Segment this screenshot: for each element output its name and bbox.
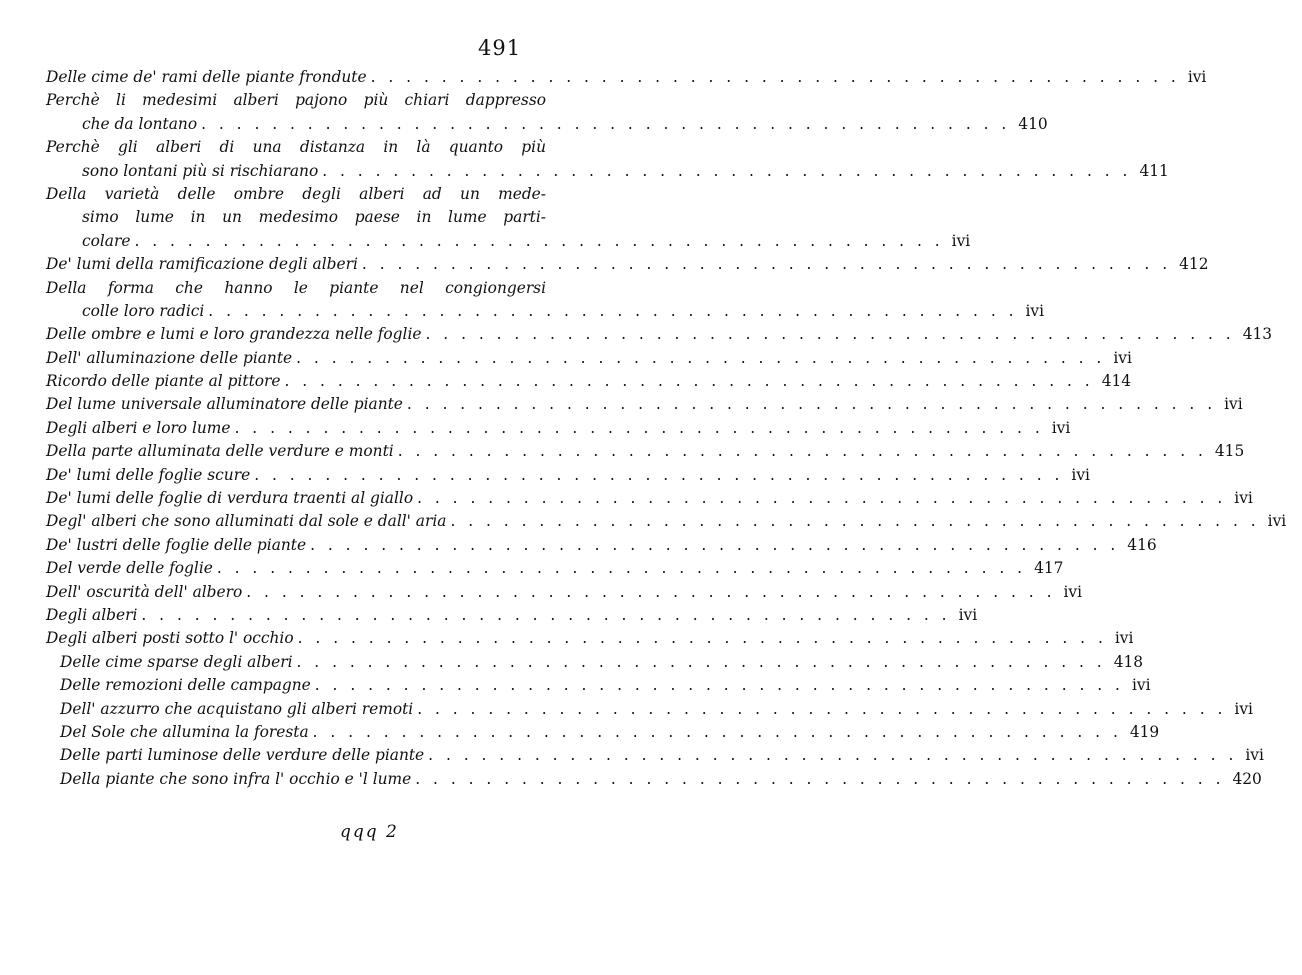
dot-leader xyxy=(411,768,1228,791)
toc-page-ref: 418 xyxy=(1113,652,1144,671)
toc-entry xyxy=(46,277,1045,324)
toc-entry xyxy=(46,417,1071,440)
toc-entry-title: Perchè li medesimi alberi pajono più chiari dappresso xyxy=(46,91,546,110)
toc-line xyxy=(46,323,1273,346)
toc-line xyxy=(46,487,1253,510)
toc-entry xyxy=(46,557,1064,580)
toc-page-ref: 413 xyxy=(1242,325,1273,344)
toc-entry-title: De' lumi della ramificazione degli alberi xyxy=(46,255,358,274)
toc-line xyxy=(46,230,971,253)
toc-entry-title: Ricordo delle piante al pittore xyxy=(46,372,281,391)
toc-entry xyxy=(46,487,1253,510)
dot-leader xyxy=(358,253,1175,276)
toc-entry xyxy=(46,581,1083,604)
dot-leader xyxy=(309,721,1126,744)
toc-entry-title: Del Sole che allumina la foresta xyxy=(60,722,309,741)
toc-page-ref: 420 xyxy=(1232,769,1262,788)
toc-page-ref: ivi xyxy=(958,605,978,624)
toc-page-ref: 419 xyxy=(1129,722,1160,741)
dot-leader xyxy=(137,604,954,627)
toc-line xyxy=(46,113,1048,136)
toc-line xyxy=(46,768,1262,791)
dot-leader xyxy=(242,581,1059,604)
dot-leader xyxy=(446,510,1263,533)
toc-page-ref: ivi xyxy=(951,231,971,250)
toc-entry xyxy=(46,347,1132,370)
toc-page-ref: ivi xyxy=(1234,699,1253,718)
toc-entry-title: Del verde delle foglie xyxy=(46,559,213,578)
toc-entry-title: Delle cime sparse degli alberi xyxy=(60,652,293,671)
toc-page-ref: 412 xyxy=(1179,255,1209,274)
toc-line xyxy=(46,464,1090,487)
dot-leader xyxy=(130,230,947,253)
toc-line xyxy=(46,534,1157,557)
toc-page-ref: ivi xyxy=(1071,465,1090,484)
toc-line xyxy=(46,604,978,627)
dot-leader xyxy=(197,113,1014,136)
toc-entry xyxy=(46,393,1243,416)
toc-page-ref: 416 xyxy=(1127,535,1157,554)
signature-mark: qqq 2 xyxy=(340,822,399,842)
dot-leader xyxy=(318,160,1135,183)
toc-page-ref: ivi xyxy=(1114,629,1134,648)
dot-leader xyxy=(294,627,1111,650)
dot-leader xyxy=(413,487,1230,510)
toc-entry xyxy=(46,721,1160,744)
toc-entry xyxy=(46,510,1287,533)
toc-entry xyxy=(46,464,1090,487)
table-of-contents xyxy=(46,66,1287,791)
toc-page-ref: 417 xyxy=(1034,559,1064,578)
toc-line xyxy=(46,160,1169,183)
toc-entry-title: Delle cime de' rami delle piante frondute xyxy=(46,68,367,86)
toc-page-ref: 410 xyxy=(1018,114,1048,133)
toc-line xyxy=(46,440,1245,463)
toc-page-ref: ivi xyxy=(1187,68,1207,86)
toc-line xyxy=(46,277,546,300)
toc-entry-title: Della varietà delle ombre degli alberi ad un mede- xyxy=(46,184,546,203)
dot-leader xyxy=(424,744,1241,767)
dot-leader xyxy=(250,464,1067,487)
toc-entry-title: sono lontani più si rischiarano xyxy=(82,161,319,180)
dot-leader xyxy=(367,66,1184,89)
toc-page-ref: 415 xyxy=(1214,442,1245,461)
toc-entry-title: Degli alberi xyxy=(46,605,138,624)
toc-entry-title: che da lontano xyxy=(82,114,198,133)
toc-entry-title: Delle ombre e lumi e loro grandezza nelle foglie xyxy=(46,325,422,344)
toc-entry-title: Della parte alluminata delle verdure e monti xyxy=(46,442,394,461)
toc-page-ref: ivi xyxy=(1224,395,1243,414)
toc-line xyxy=(46,674,1151,697)
dot-leader xyxy=(413,698,1230,721)
toc-entry-title: Perchè gli alberi di una distanza in là quanto più xyxy=(46,138,546,157)
toc-entry xyxy=(46,604,978,627)
toc-page-ref: ivi xyxy=(1234,489,1253,508)
dot-leader xyxy=(394,440,1211,463)
toc-entry-title: Degl' alberi che sono alluminati dal sole e dall' aria xyxy=(46,512,447,531)
toc-entry xyxy=(46,674,1151,697)
toc-line xyxy=(46,744,1264,767)
toc-line xyxy=(46,393,1243,416)
toc-entry-title: De' lumi delle foglie di verdura traenti al giallo xyxy=(46,489,414,508)
toc-entry-title: De' lustri delle foglie delle piante xyxy=(46,535,307,554)
dot-leader xyxy=(213,557,1030,580)
dot-leader xyxy=(306,534,1123,557)
toc-entry xyxy=(46,651,1144,674)
toc-line xyxy=(46,417,1071,440)
toc-line xyxy=(46,651,1144,674)
toc-entry xyxy=(46,744,1264,767)
toc-entry xyxy=(46,253,1209,276)
toc-entry xyxy=(46,698,1253,721)
toc-line xyxy=(46,347,1132,370)
toc-entry xyxy=(46,136,1169,183)
toc-entry-title: colare xyxy=(82,231,131,250)
toc-line xyxy=(46,253,1209,276)
toc-entry xyxy=(46,768,1262,791)
toc-line xyxy=(46,627,1134,650)
toc-page-ref: ivi xyxy=(1051,418,1071,437)
toc-page-ref: ivi xyxy=(1245,746,1264,765)
toc-line xyxy=(46,136,546,159)
dot-leader xyxy=(311,674,1128,697)
toc-entry-title: Dell' oscurità dell' albero xyxy=(46,582,243,601)
dot-leader xyxy=(293,651,1110,674)
toc-entry xyxy=(46,534,1157,557)
toc-line xyxy=(46,721,1160,744)
toc-entry-title: Degli alberi posti sotto l' occhio xyxy=(46,629,294,648)
toc-entry-title: De' lumi delle foglie scure xyxy=(46,465,251,484)
toc-entry-title: Degli alberi e loro lume xyxy=(46,418,231,437)
toc-line xyxy=(46,89,546,112)
toc-entry-title: Della piante che sono infra l' occhio e 'l lume xyxy=(60,769,412,788)
toc-entry xyxy=(46,440,1245,463)
toc-line xyxy=(46,300,1045,323)
toc-line xyxy=(46,698,1253,721)
toc-line xyxy=(46,510,1287,533)
dot-leader xyxy=(292,347,1109,370)
toc-page-ref: ivi xyxy=(1267,512,1287,531)
toc-entry-title: simo lume in un medesimo paese in lume parti- xyxy=(82,208,546,227)
toc-line xyxy=(46,557,1064,580)
toc-entry xyxy=(46,370,1132,393)
dot-leader xyxy=(403,393,1220,416)
toc-entry-title: Delle parti luminose delle verdure delle piante xyxy=(60,746,425,765)
toc-entry-title: Del lume universale alluminatore delle piante xyxy=(46,395,403,414)
toc-page-ref: ivi xyxy=(1131,676,1151,695)
dot-leader xyxy=(204,300,1021,323)
toc-line xyxy=(46,581,1083,604)
dot-leader xyxy=(280,370,1097,393)
toc-entry-title: Della forma che hanno le piante nel congiongersi xyxy=(46,278,546,297)
dot-leader xyxy=(422,323,1239,346)
toc-entry xyxy=(46,66,1207,89)
toc-entry xyxy=(46,183,971,253)
toc-page-ref: 414 xyxy=(1101,372,1132,391)
toc-page-ref: ivi xyxy=(1025,301,1045,320)
toc-page-ref: ivi xyxy=(1063,582,1083,601)
toc-page-ref: 411 xyxy=(1139,161,1169,180)
toc-entry-title: Dell' alluminazione delle piante xyxy=(46,348,293,367)
toc-entry xyxy=(46,627,1134,650)
toc-entry-title: colle loro radici xyxy=(82,301,205,320)
toc-entry-title: Dell' azzurro che acquistano gli alberi remoti xyxy=(60,699,414,718)
toc-page-ref: ivi xyxy=(1113,348,1132,367)
toc-line xyxy=(46,183,546,206)
dot-leader xyxy=(231,417,1048,440)
toc-line xyxy=(46,66,1207,89)
toc-entry-title: Delle remozioni delle campagne xyxy=(60,676,311,695)
toc-entry xyxy=(46,89,1048,136)
toc-entry xyxy=(46,323,1273,346)
toc-line xyxy=(46,370,1132,393)
page-number: 491 xyxy=(478,36,522,60)
toc-line xyxy=(46,206,546,229)
